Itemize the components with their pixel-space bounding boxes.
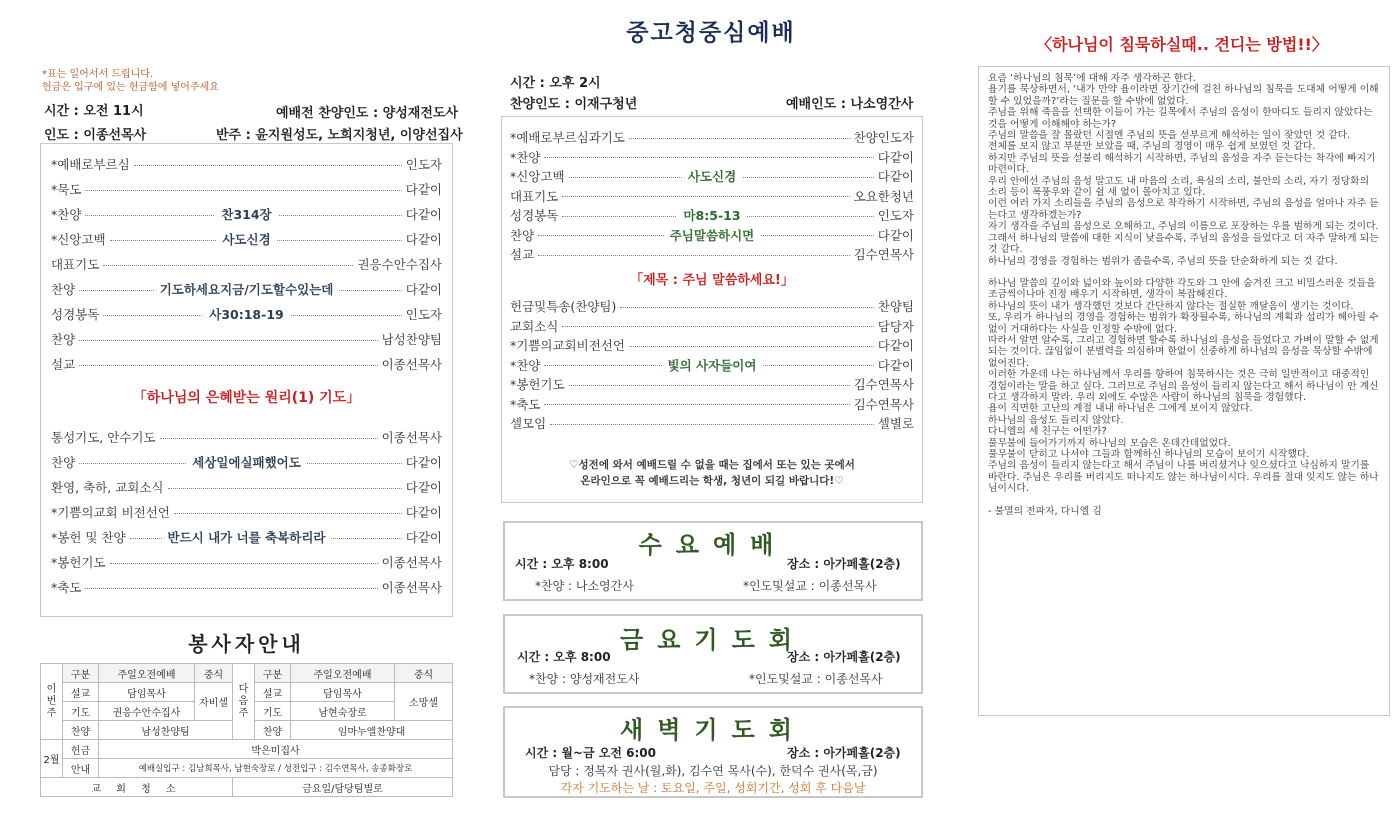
friday-place: 장소 : 아가페홀(2층) <box>787 650 901 664</box>
article-paragraph: 또, 우리가 하나님의 경영을 경험하는 범위가 확장될수록, 하나님의 계획과 섭리가 헤아릴 수 없이 거대하다는 사실을 인정할 수밖에 없다. <box>988 312 1379 335</box>
order-item <box>51 477 442 497</box>
order-item <box>51 527 442 547</box>
dotted-leader <box>544 404 849 405</box>
order-item <box>510 394 914 414</box>
mid-praise-leader: 찬양인도 : 이재구청년 <box>510 97 638 112</box>
article-paragraph: 이런 여러 가지 소리들을 주님의 음성으로 착각하기 시작하면, 주님의 음성을 얼마나 자주 듣는다고 생각하겠는가? <box>988 198 1379 221</box>
order-item-label: *찬양 <box>510 357 541 373</box>
order-item-label: *봉헌기도 <box>51 555 106 570</box>
dotted-leader <box>569 177 874 178</box>
order-item-person: 다같이 <box>405 480 442 495</box>
dawn-time: 시간 : 월~금 오전 6:00 <box>525 746 656 760</box>
col-service: 주일오전예배 <box>291 664 395 683</box>
dotted-leader <box>550 424 874 425</box>
service-cell: 담임목사 <box>291 683 395 702</box>
order-item-label: 통성기도, 안수기도 <box>51 430 156 445</box>
column-article <box>978 66 1390 716</box>
order-item <box>510 244 914 264</box>
order-item-person: 찬양팀 <box>877 299 914 314</box>
article-paragraph: 이러한 가운데 나는 하나님께서 우리를 향하여 침묵하시는 것은 극히 일반적이고 대중적인 경험이라는 말을 하고 싶다. 그러므로 주님의 음성이 들리지 않는다고 해서 하나님이 안 계신다고 생각하지 말라. 우리 외에도 수많은 사람이 하나님의 침묵을 경험했다. <box>988 369 1379 403</box>
dotted-leader <box>85 215 401 216</box>
left-leader: 인도 : 이종선목사 <box>44 128 147 143</box>
order-item-person: 인도자 <box>405 157 442 172</box>
article-paragraph: 욥기를 묵상하면서, ‘내가 만약 욥이라면 장기간에 걸친 하나님의 침묵을 도대체 어떻게 이해할 수 있었을까?’라는 질문을 할 수밖에 없었다. <box>988 84 1379 107</box>
lunch-this: 자비셀 <box>195 683 233 721</box>
col-lunch: 중식 <box>195 664 233 683</box>
service-cell: 권응수안수집사 <box>99 702 195 721</box>
order-item-person: 김수연목사 <box>853 396 914 412</box>
order-item <box>510 205 914 225</box>
online-notice-line2: 온라인으로 꼭 예배드리는 학생, 청년이 되길 바랍니다!♡ <box>580 475 844 487</box>
order-item-person: 이종선목사 <box>381 357 442 372</box>
wednesday-service-box <box>503 521 923 601</box>
online-notice <box>502 457 922 489</box>
dotted-leader <box>160 438 378 439</box>
friday-time: 시간 : 오후 8:00 <box>517 650 611 664</box>
order-item-label: *묵도 <box>51 182 82 197</box>
guide-value: 예배실입구 : 김남희목사, 남현숙장로 / 성전입구 : 김수연목사, 송종화장로 <box>99 759 453 778</box>
order-item-label: *신앙고백 <box>510 169 565 184</box>
order-item-label: 환영, 축하, 교회소식 <box>51 480 164 495</box>
dotted-leader <box>85 588 377 589</box>
dotted-leader <box>79 365 377 366</box>
order-item-person: 다같이 <box>405 530 442 545</box>
order-item <box>51 427 442 447</box>
order-item <box>51 329 442 349</box>
order-item-label: 성경봉독 <box>510 208 559 223</box>
dotted-leader <box>629 138 850 139</box>
volunteer-table <box>40 663 453 797</box>
order-item-person: 인도자 <box>877 208 914 223</box>
article-paragraph: 우리 안에선 주님의 음성 말고도 내 마음의 소리, 욕심의 소리, 불안의 소리, 자기 정당화의 소리 등이 폭풍우와 같이 쉴 새 없이 몰아치고 있다. <box>988 175 1370 199</box>
friday-praise: *찬양 : 양성재전도사 <box>529 672 640 686</box>
friday-title: 금요기도회 <box>620 626 806 654</box>
dotted-leader <box>538 235 874 236</box>
order-item <box>510 296 914 316</box>
order-item <box>51 552 442 572</box>
order-item <box>51 204 442 224</box>
order-item-detail: 반드시 내가 너를 축복하리라 <box>162 530 332 545</box>
article-paragraph: 따라서 알면 알수록, 그리고 경험하면 할수록 하나님의 음성을 들었다고 가벼이 말할 수 없게 되는 것이다. 끊임없이 분별력을 의심하며 한없이 신중하게 하나님의 음성을 묵상할 수밖에 없어진다. <box>988 334 1379 369</box>
order-item <box>51 154 442 174</box>
order-item <box>51 254 442 274</box>
order-item-detail: 빛의 사자들이여 <box>662 358 763 373</box>
dotted-leader <box>85 190 401 191</box>
order-item <box>510 127 914 147</box>
main-service-order <box>40 143 453 617</box>
dawn-place: 장소 : 아가페홀(2층) <box>787 746 901 760</box>
order-item-person: 이종선목사 <box>381 430 442 445</box>
dotted-leader <box>569 385 850 386</box>
wednesday-time: 시간 : 오후 8:00 <box>515 557 609 571</box>
col-service: 주일오전예배 <box>99 664 195 683</box>
dotted-leader <box>110 240 402 241</box>
friday-service-box <box>503 614 923 694</box>
order-item <box>510 316 914 336</box>
dotted-leader <box>620 307 873 308</box>
online-notice-line1: ♡성전에 와서 예배드릴 수 없을 때는 집에서 또는 있는 곳에서 <box>569 459 855 471</box>
order-item-person: 다같이 <box>877 338 914 353</box>
dawn-charge: 담당 : 정복자 권사(월,화), 김수연 목사(수), 한덕수 권사(목,금) <box>548 764 878 778</box>
order-item-detail: 사30:18-19 <box>203 307 289 322</box>
offering-notice: 헌금은 입구에 있는 헌금함에 넣어주세요 <box>42 82 219 93</box>
order-item <box>510 225 914 245</box>
order-item-person: 다같이 <box>405 505 442 520</box>
dotted-leader <box>79 290 402 291</box>
order-item-detail: 사도신경 <box>216 232 276 247</box>
dotted-leader <box>544 157 873 158</box>
offering-value: 박은미집사 <box>99 740 453 759</box>
gubun-cell: 찬양 <box>255 721 291 740</box>
order-item <box>51 502 442 522</box>
article-paragraph: 주님을 위해 죽음을 선택한 이들이 가는 길목에서 주님의 음성이 한마디도 들리지 않았다는 것을 어떻게 이해해야 하는가? <box>988 107 1373 130</box>
article-paragraph: 하나님의 음성도 들리지 않았다. <box>988 414 1124 426</box>
article-paragraph: 하나님의 경영을 경험하는 범위가 좁을수록, 주님의 뜻을 단순화하게 되는 것 같다. <box>988 255 1338 267</box>
order-item-label: 찬양 <box>51 332 76 347</box>
order-item-label: 교회소식 <box>510 318 559 334</box>
mid-time: 시간 : 오후 2시 <box>510 76 601 91</box>
dotted-leader <box>629 346 874 347</box>
order-item-person: 다같이 <box>405 282 442 297</box>
dotted-leader <box>110 563 378 564</box>
order-item-label: 설교 <box>510 247 535 262</box>
standing-notice: *표는 일어서서 드립니다. <box>42 69 154 80</box>
order-item <box>510 335 914 355</box>
order-item-label: 헌금및특송(찬양팀) <box>510 299 617 314</box>
cleaning-value: 금요일/담당팀별로 <box>233 778 453 797</box>
order-item <box>510 355 914 375</box>
lunch-next: 소망셀 <box>395 683 453 721</box>
youth-service-order <box>501 116 923 503</box>
dawn-title: 새벽기도회 <box>620 716 806 744</box>
dotted-leader <box>538 255 849 256</box>
order-item <box>51 304 442 324</box>
col-lunch: 중식 <box>395 664 453 683</box>
order-item-person: 권응수안수집사 <box>357 257 442 272</box>
gubun-cell: 기도 <box>255 702 291 721</box>
order-item-person: 다같이 <box>877 357 914 373</box>
order-item-person: 이종선목사 <box>381 555 442 570</box>
wednesday-place: 장소 : 아가페홀(2층) <box>787 557 901 571</box>
order-item-label: *예배로부르심과기도 <box>510 130 625 145</box>
article-paragraph: 하나님 말씀의 깊이와 넓이와 높이와 다양한 각도와 그 안에 숨겨진 크고 비밀스러운 것들을 조금씩이나마 진정 배우기 시작하면, 생각이 복잡해진다. <box>988 277 1376 301</box>
article-paragraph: 주님의 말씀을 잘 몰랐던 시절엔 주님의 뜻을 섣부르게 해석하는 일이 잦았던 것 같다. <box>988 130 1351 142</box>
order-item-person: 인도자 <box>405 307 442 322</box>
order-item-label: 셀모임 <box>510 416 547 431</box>
order-item-label: *기쁨의교회 비전선언 <box>51 505 170 520</box>
order-item-person: 다같이 <box>877 227 914 243</box>
youth-service-title: 중고청중심예배 <box>626 20 796 46</box>
order-item-person: 다같이 <box>877 149 914 165</box>
article-paragraph: 욥이 직면한 고난의 계절 내내 하나님은 그에게 보이지 않았다. <box>988 403 1253 415</box>
order-item-label: 대표기도 <box>510 188 559 204</box>
order-item <box>510 374 914 394</box>
this-week-label: 이번주 <box>41 664 63 740</box>
article-paragraph: 하지만 주님의 뜻을 섣불리 해석하기 시작하면, 주님의 음성을 자주 듣는다는 착각에 빠지기 마련이다. <box>988 152 1376 176</box>
column-title: 〈하나님이 침묵하실때.. 견디는 방법!!〉 <box>1036 35 1328 54</box>
order-item-label: 찬양 <box>51 455 76 470</box>
order-item-person: 셀별로 <box>877 416 914 431</box>
article-paragraph: 요즘 ‘하나님의 침묵’에 대해 자주 생각하곤 한다. <box>988 73 1196 84</box>
service-cell: 담임목사 <box>99 683 195 702</box>
order-item <box>510 413 914 433</box>
order-item-label: *축도 <box>510 396 541 412</box>
order-item-detail: 주님말씀하시면 <box>664 228 761 243</box>
gubun-cell: 설교 <box>255 683 291 702</box>
order-item-detail: 기도하세요지금/기도할수있는데 <box>154 282 340 297</box>
volunteer-title: 봉사자안내 <box>188 632 305 656</box>
wednesday-title: 수요예배 <box>638 531 788 559</box>
friday-lead: *인도및설교 : 이종선목사 <box>749 672 883 686</box>
order-item-label: *축도 <box>51 580 82 595</box>
order-item-label: 찬양 <box>51 282 76 297</box>
order-item <box>510 147 914 167</box>
order-item-detail: 사도신경 <box>682 169 742 184</box>
article-paragraph: 주님의 음성이 들리지 않는다고 해서 주님이 나를 버리셨거나 잊으셨다고 낙심하지 말기를 바란다. 주님은 우리를 버리지도 떠나지도 않는 하나님이시다. 우리를 절대 잊지도 않는 하나님이시다. <box>988 460 1379 495</box>
cleaning-label: 교 회 청 소 <box>41 778 233 797</box>
youth-sermon-title: 「제목 : 주님 말씀하세요!」 <box>630 273 794 288</box>
order-item <box>51 354 442 374</box>
wednesday-lead: *인도및설교 : 이종선목사 <box>743 579 877 593</box>
order-item <box>51 179 442 199</box>
dotted-leader <box>103 315 401 316</box>
order-item <box>510 186 914 206</box>
article-paragraph <box>988 267 1380 278</box>
dawn-note: 각자 기도하는 날 : 토요일, 주일, 성회기간, 성회 후 다음날 <box>560 781 866 795</box>
article-paragraph: 전체를 보지 않고 부분만 보았을 때, 주님의 경영이 매우 쉽게 보였던 것 같다. <box>988 141 1316 153</box>
wednesday-praise: *찬양 : 나소영간사 <box>535 579 634 593</box>
service-cell: 임마누엘찬양대 <box>291 721 453 740</box>
order-item-person: 다같이 <box>405 455 442 470</box>
col-gubun: 구분 <box>255 664 291 683</box>
order-item-label: *봉헌기도 <box>510 377 565 392</box>
dotted-leader <box>544 365 873 366</box>
order-item-person: 다같이 <box>877 169 914 184</box>
gubun-cell: 설교 <box>63 683 99 702</box>
dotted-leader <box>562 326 873 327</box>
dotted-leader <box>79 463 402 464</box>
article-paragraph: 풀무불에 들어가기까지 하나님의 모습은 온데간데없었다. <box>988 437 1231 449</box>
left-time: 시간 : 오전 11시 <box>44 104 144 119</box>
main-sermon-title: 「하나님의 은혜받는 원리(1) 기도」 <box>132 390 361 406</box>
gubun-cell: 찬양 <box>63 721 99 740</box>
dotted-leader <box>168 488 402 489</box>
next-week-label: 다음주 <box>233 664 255 740</box>
order-item <box>510 166 914 186</box>
order-item-person: 다같이 <box>405 182 442 197</box>
dotted-leader <box>174 513 402 514</box>
left-notice <box>42 68 219 94</box>
order-item-person: 오요한청년 <box>853 188 914 204</box>
dawn-service-box <box>503 706 923 798</box>
order-item-person: 다같이 <box>405 207 442 222</box>
dotted-leader <box>562 216 873 217</box>
dotted-leader <box>134 165 402 166</box>
order-item-label: *신앙고백 <box>51 232 106 247</box>
order-item <box>51 229 442 249</box>
order-item-label: 성경봉독 <box>51 307 100 322</box>
order-item-label: 설교 <box>51 357 76 372</box>
article-paragraph: 그래서 하나님의 말씀에 대한 지식이 낮을수록, 주님의 음성을 들었다고 더 자주 말하게 되는 것 같다. <box>988 232 1379 256</box>
gubun-cell: 기도 <box>63 702 99 721</box>
order-item-label: *찬양 <box>51 207 82 222</box>
guide-label: 안내 <box>63 759 99 778</box>
article-paragraph <box>988 495 1380 506</box>
dotted-leader <box>79 340 377 341</box>
mid-worship-leader: 예배인도 : 나소영간사 <box>786 97 914 112</box>
order-item-detail: 찬314장 <box>215 207 277 222</box>
article-paragraph: 하나님의 뜻이 내가 생각했던 것보다 간단하지 않다는 절실한 깨달음이 생기는 것이다. <box>988 300 1354 312</box>
dotted-leader <box>103 265 353 266</box>
order-item <box>51 452 442 472</box>
order-item <box>51 577 442 597</box>
order-item-person: 담당자 <box>877 318 914 334</box>
order-item-person: 김수연목사 <box>853 247 914 262</box>
order-item-label: *봉헌 및 찬양 <box>51 530 126 545</box>
month-label: 2월 <box>41 740 63 778</box>
col-gubun: 구분 <box>63 664 99 683</box>
order-item-detail: 마8:5-13 <box>677 208 746 223</box>
order-item-label: *기쁨의교회비전선언 <box>510 338 625 353</box>
order-item-person: 찬양인도자 <box>853 130 914 145</box>
order-item-label: *찬양 <box>510 149 541 165</box>
order-item-person: 이종선목사 <box>381 580 442 595</box>
order-item-label: *예배로부르심 <box>51 157 130 172</box>
article-paragraph: - 불멸의 전파자, 다니엘 김 <box>988 505 1102 517</box>
order-item-label: 찬양 <box>510 227 535 243</box>
dotted-leader <box>562 196 849 197</box>
order-item-person: 남성찬양팀 <box>381 332 442 347</box>
order-item-label: 대표기도 <box>51 257 100 272</box>
order-item-person: 다같이 <box>405 232 442 247</box>
service-cell: 남성찬양팀 <box>99 721 233 740</box>
article-paragraph: 다니엘의 세 친구는 어떤가? <box>988 426 1107 438</box>
dotted-leader <box>130 538 402 539</box>
article-paragraph: 풀무불이 닫히고 나서야 그들과 함께하신 하나님의 모습이 보이기 시작했다. <box>988 449 1310 460</box>
order-item-person: 김수연목사 <box>853 377 914 392</box>
order-item-detail: 세상일에실패했어도 <box>186 455 307 470</box>
service-cell: 남현숙장로 <box>291 702 395 721</box>
order-item <box>51 279 442 299</box>
article-paragraph: 자기 생각을 주님의 음성으로 오해하고, 주님의 이름으로 포장하는 우를 범하게 되는 것이다. <box>988 221 1379 233</box>
left-pre-praise: 예배전 찬양인도 : 양성재전도사 <box>276 106 459 121</box>
left-accompany: 반주 : 윤지원성도, 노희지청년, 이양선집사 <box>216 128 463 143</box>
offering-label: 헌금 <box>63 740 99 759</box>
